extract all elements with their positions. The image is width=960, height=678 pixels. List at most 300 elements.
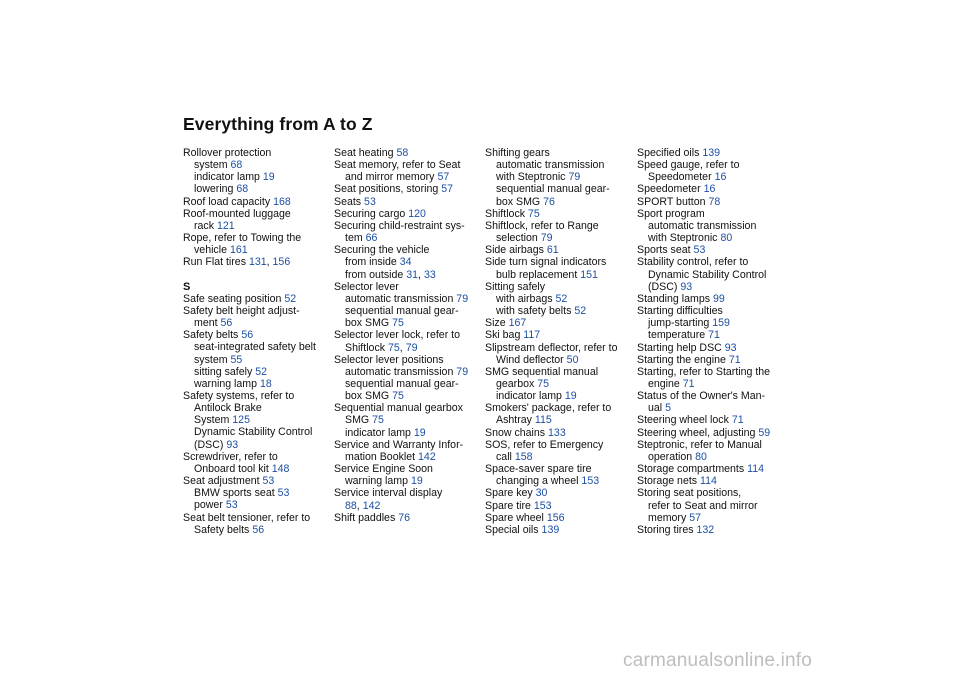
page-reference-link[interactable]: 50 <box>566 353 579 366</box>
index-entry-text: Steering wheel, adjusting <box>637 426 756 439</box>
index-entry <box>485 524 633 536</box>
page-reference-link[interactable]: 151 <box>580 268 598 281</box>
index-entry <box>183 512 331 524</box>
index-subentry <box>334 451 482 463</box>
index-subentry <box>183 171 331 183</box>
index-entry <box>637 390 785 402</box>
index-entry-text: temperature <box>648 329 706 342</box>
index-entry <box>485 208 633 220</box>
index-entry <box>183 475 331 487</box>
index-entry <box>334 244 482 256</box>
index-subentry <box>637 329 785 341</box>
index-subentry <box>485 451 633 463</box>
index-subentry <box>183 524 331 536</box>
index-entry <box>334 402 482 414</box>
index-entry-text: Starting the engine <box>637 353 726 366</box>
index-entry <box>637 244 785 256</box>
index-entry-text: with Steptronic <box>496 171 566 184</box>
index-entry-text: call <box>496 450 512 463</box>
index-column-4 <box>637 147 785 536</box>
page-reference-link[interactable]: 52 <box>574 305 587 318</box>
page-reference-link[interactable]: 75 <box>388 341 400 354</box>
index-entry <box>637 427 785 439</box>
index-entry-text: Seat positions, storing <box>334 183 439 196</box>
index-entry-text: tem <box>345 232 363 245</box>
page-reference-link[interactable]: 68 <box>230 159 243 172</box>
page-reference-link[interactable]: 68 <box>236 183 249 196</box>
index-entry <box>334 183 482 195</box>
page-reference-link[interactable]: 55 <box>230 353 243 366</box>
page-reference-link[interactable]: 80 <box>720 232 733 245</box>
index-entry <box>637 463 785 475</box>
index-entry-text: Smokers' package, refer to <box>485 402 612 415</box>
index-entry-text: Shift paddles <box>334 511 396 524</box>
index-entry-text: Size <box>485 317 506 330</box>
index-entry-text: Steering wheel lock <box>637 414 729 427</box>
index-entry-text: memory <box>648 511 687 524</box>
page-reference-link[interactable]: 93 <box>724 341 737 354</box>
index-entry-text: (DSC) <box>194 438 224 451</box>
page-reference-link[interactable]: 19 <box>413 426 426 439</box>
index-entry-text: box SMG <box>345 390 390 403</box>
index-entry-text: Securing the vehicle <box>334 244 430 257</box>
index-entry <box>334 439 482 451</box>
index-entry-text: Spare wheel <box>485 511 544 524</box>
index-subentry <box>637 402 785 414</box>
index-entry <box>183 451 331 463</box>
page-reference-link[interactable]: 71 <box>708 329 720 342</box>
index-entry-text: Roof load capacity <box>183 195 271 208</box>
index-entry-text: Storing seat positions, <box>637 487 742 500</box>
index-entry-text: automatic transmission <box>648 219 757 232</box>
page-reference-link[interactable]: 139 <box>702 147 721 159</box>
index-entry <box>183 390 331 402</box>
page-reference-link[interactable]: 88 <box>345 499 357 512</box>
index-subentry <box>637 451 785 463</box>
index-entry <box>637 196 785 208</box>
page-reference-link[interactable]: 93 <box>680 280 693 293</box>
index-entry-text: Storage compartments <box>637 463 745 476</box>
page-reference-link[interactable]: 53 <box>262 475 275 488</box>
index-entry-text: Selector lever lock, refer to <box>334 329 460 342</box>
index-subentry <box>485 196 633 208</box>
page-reference-link[interactable]: 52 <box>255 365 268 378</box>
index-entry-text: SMG sequential manual <box>485 365 599 378</box>
page-reference-link[interactable]: 79 <box>568 171 581 184</box>
index-entry-text: Seat memory, refer to Seat <box>334 159 461 172</box>
index-entry-text: system <box>194 159 228 172</box>
index-entry-text: Snow chains <box>485 426 546 439</box>
index-subentry: 88, 142 <box>345 499 381 512</box>
index-entry-text: box SMG <box>345 317 390 330</box>
index-entry-text: Selector lever <box>334 280 399 293</box>
index-entry <box>485 427 633 439</box>
index-entry <box>637 366 785 378</box>
index-entry-text: rack <box>194 219 215 232</box>
index-entry: Run Flat tires 131, 156 <box>183 256 291 269</box>
index-entry-text: power <box>194 499 223 512</box>
index-entry <box>637 293 785 305</box>
index-entry-text: Storage nets <box>637 475 698 488</box>
index-entry-text: Safe seating position <box>183 292 282 305</box>
page-reference-link[interactable]: 61 <box>546 244 559 257</box>
index-subentry: from outside 31, 33 <box>345 268 436 281</box>
page-reference-link[interactable]: 56 <box>252 523 265 536</box>
index-entry-text: Space-saver spare tire <box>485 463 592 476</box>
page-reference-link[interactable]: 52 <box>284 292 297 305</box>
page-reference-link[interactable]: 53 <box>277 487 290 500</box>
index-subentry <box>334 378 482 390</box>
index-entry-text: Spare key <box>485 487 533 500</box>
index-entry-text: box SMG <box>496 195 541 208</box>
index-entry-text: sequential manual gear- <box>345 305 459 318</box>
index-entry-text: Side turn signal indicators <box>485 256 607 269</box>
page-reference-link[interactable]: 167 <box>508 317 527 330</box>
page-reference-link[interactable]: 59 <box>758 426 771 439</box>
index-subentry <box>485 414 633 426</box>
page-reference-link[interactable]: 125 <box>232 414 250 427</box>
index-entry-text: sequential manual gear- <box>496 183 610 196</box>
page-reference-link[interactable]: 5 <box>665 402 671 415</box>
index-subentry <box>183 354 331 366</box>
index-entry-text: sitting safely <box>194 365 253 378</box>
index-entry-text: ment <box>194 317 218 330</box>
index-subentry <box>334 427 482 439</box>
page-reference-link[interactable]: 161 <box>229 244 248 257</box>
page-reference-link[interactable]: 30 <box>535 487 548 500</box>
index-subentry <box>183 426 331 438</box>
index-entry <box>637 159 785 171</box>
index-subentry <box>334 414 482 426</box>
index-entry <box>637 354 785 366</box>
page-reference-link[interactable]: 75 <box>528 207 540 220</box>
index-subentry <box>183 378 331 390</box>
index-entry <box>183 329 331 341</box>
watermark-footer: carmanualsonline.info <box>623 650 813 671</box>
page-reference-link[interactable]: 132 <box>696 523 715 536</box>
page-reference-link[interactable]: 56 <box>241 329 254 342</box>
index-entry-text: Sitting safely <box>485 280 546 293</box>
page-reference-link[interactable]: 56 <box>220 317 233 330</box>
index-entry <box>485 366 633 378</box>
index-entry-text: Slipstream deflector, refer to <box>485 341 618 354</box>
index-entry <box>183 305 331 317</box>
page-reference-link[interactable]: 57 <box>437 171 450 184</box>
index-entry-text: Antilock Brake <box>194 402 262 415</box>
page-reference-link[interactable]: 57 <box>689 511 702 524</box>
index-entry-text: automatic transmission <box>345 365 454 378</box>
index-subentry <box>183 244 331 256</box>
index-entry-text: selection <box>496 232 538 245</box>
index-entry-text: Wind deflector <box>496 353 564 366</box>
index-entry-text: SOS, refer to Emergency <box>485 438 604 451</box>
index-subentry <box>485 159 633 171</box>
index-subentry <box>485 475 633 487</box>
index-entry-text: Speedometer <box>648 171 712 184</box>
index-entry <box>485 342 633 354</box>
index-subentry <box>485 390 633 402</box>
index-entry-text: bulb replacement <box>496 268 578 281</box>
index-entry <box>183 208 331 220</box>
index-entry <box>334 220 482 232</box>
page-reference-link[interactable]: 33 <box>423 268 436 281</box>
index-entry-text: Starting, refer to Starting the <box>637 365 771 378</box>
index-entry-text: Safety belts <box>194 523 250 536</box>
page-reference-link[interactable]: 76 <box>543 195 555 208</box>
page-reference-link[interactable]: 133 <box>548 426 566 439</box>
index-entry-text: Service and Warranty Infor- <box>334 438 464 451</box>
index-subentry <box>183 463 331 475</box>
index-entry-text: Safety belts <box>183 329 239 342</box>
index-entry-text: Standing lamps <box>637 292 711 305</box>
page-reference-link[interactable]: 120 <box>408 207 426 220</box>
page-reference-link[interactable]: 19 <box>262 171 275 184</box>
page-reference-link[interactable]: 158 <box>514 450 533 463</box>
index-entry <box>334 329 482 341</box>
index-entry <box>637 475 785 487</box>
index-column-3 <box>485 147 633 536</box>
page-reference-link[interactable]: 117 <box>523 329 541 342</box>
index-subentry <box>334 171 482 183</box>
index-entry-text: Side airbags <box>485 244 544 257</box>
index-subentry <box>334 317 482 329</box>
index-subentry <box>183 402 331 414</box>
index-entry-text: Shifting gears <box>485 147 550 159</box>
page-reference-link[interactable]: 53 <box>364 195 376 208</box>
index-column-1 <box>183 147 331 536</box>
index-entry <box>334 487 482 499</box>
index-entry <box>637 487 785 499</box>
index-subentry <box>334 293 482 305</box>
index-subentry <box>183 220 331 232</box>
index-entry-text: from outside <box>345 268 404 281</box>
page-reference-link[interactable]: 19 <box>410 475 423 488</box>
index-entry <box>334 281 482 293</box>
index-entry-text: Ashtray <box>496 414 532 427</box>
index-entry-text: Safety systems, refer to <box>183 389 295 402</box>
index-subentry <box>334 232 482 244</box>
index-subentry <box>485 293 633 305</box>
page-reference-link[interactable]: 93 <box>226 438 239 451</box>
index-entry-text: Speed gauge, refer to <box>637 159 740 172</box>
page-reference-link[interactable]: 75 <box>537 377 550 390</box>
page-reference-link[interactable]: 71 <box>731 414 744 427</box>
index-entry-text: Rope, refer to Towing the <box>183 232 302 245</box>
page-reference-link[interactable]: 79 <box>456 292 469 305</box>
page-reference-link[interactable]: 153 <box>533 499 552 512</box>
page-reference-link[interactable]: 75 <box>372 414 384 427</box>
page-reference-link[interactable]: 71 <box>682 377 695 390</box>
index-entry-text: Safety belt height adjust- <box>183 304 300 317</box>
index-entry-text: Spare tire <box>485 499 531 512</box>
index-entry-text: Status of the Owner's Man- <box>637 390 766 403</box>
index-entry-text: automatic transmission <box>345 292 454 305</box>
index-entry-text: indicator lamp <box>194 171 260 184</box>
index-entry <box>485 402 633 414</box>
page-reference-link[interactable]: 19 <box>564 390 577 403</box>
index-entry-text: and mirror memory <box>345 171 435 184</box>
index-entry <box>334 196 482 208</box>
page-reference-link[interactable]: 142 <box>362 499 381 512</box>
page-reference-link[interactable]: 16 <box>703 183 716 196</box>
page-reference-link[interactable]: 58 <box>396 147 409 159</box>
index-entry-text: Seats <box>334 195 362 208</box>
index-entry-text: jump-starting <box>648 317 710 330</box>
index-entry-text: Selector lever positions <box>334 353 444 366</box>
index-entry-text: Service Engine Soon <box>334 463 433 476</box>
index-entry <box>485 281 633 293</box>
index-subentry <box>485 378 633 390</box>
page-reference-link[interactable]: 79 <box>456 365 469 378</box>
index-subentry <box>637 281 785 293</box>
page-reference-link[interactable]: 80 <box>695 450 707 463</box>
index-entry <box>183 196 331 208</box>
index-subentry <box>183 366 331 378</box>
page-reference-link[interactable]: 115 <box>534 414 552 427</box>
page-reference-link[interactable]: 53 <box>225 499 238 512</box>
page-reference-link[interactable]: 168 <box>273 195 291 208</box>
page-reference-link[interactable]: 71 <box>728 353 741 366</box>
index-entry-text: gearbox <box>496 377 535 390</box>
index-entry <box>485 439 633 451</box>
index-entry-text: Special oils <box>485 523 539 536</box>
index-entry <box>637 305 785 317</box>
index-subentry <box>334 366 482 378</box>
page-reference-link[interactable]: 114 <box>700 475 717 488</box>
index-entry-text: changing a wheel <box>496 475 579 488</box>
page-reference-link[interactable]: 18 <box>259 377 272 390</box>
index-entry-text: Securing child-restraint sys- <box>334 219 465 232</box>
index-subentry <box>637 171 785 183</box>
index-subentry <box>183 487 331 499</box>
index-entry-text: SPORT button <box>637 195 706 208</box>
index-entry <box>637 183 785 195</box>
index-entry-text: indicator lamp <box>345 426 411 439</box>
page-reference-link[interactable]: 31 <box>406 268 419 281</box>
index-entry-text: Rollover protection <box>183 147 272 159</box>
index-entry-text: Ski bag <box>485 329 521 342</box>
index-entry-text: warning lamp <box>194 377 258 390</box>
index-subentry <box>637 269 785 281</box>
index-subentry <box>183 414 331 426</box>
page-reference-link[interactable]: 159 <box>712 317 730 330</box>
page-reference-link[interactable]: 99 <box>712 292 725 305</box>
index-subentry <box>637 512 785 524</box>
index-entry <box>183 293 331 305</box>
index-subentry <box>334 475 482 487</box>
index-entry-text: Shiftlock <box>485 207 526 220</box>
index-entry-text: Seat heating <box>334 147 394 159</box>
page-reference-link[interactable]: 153 <box>581 475 600 488</box>
page-reference-link[interactable]: 79 <box>540 232 553 245</box>
index-entry-text: with safety belts <box>496 305 572 318</box>
index-subentry <box>637 500 785 512</box>
index-entry-text: Screwdriver, refer to <box>183 450 278 463</box>
page-reference-link[interactable]: 131 <box>248 256 267 269</box>
page-reference-link[interactable]: 16 <box>714 171 727 184</box>
index-entry-text: Onboard tool kit <box>194 462 269 475</box>
index-entry <box>334 463 482 475</box>
index-entry-text: Shiftlock, refer to Range <box>485 219 599 232</box>
index-subentry <box>183 317 331 329</box>
page-reference-link[interactable]: 75 <box>392 317 404 330</box>
page-reference-link[interactable]: 148 <box>271 462 290 475</box>
index-subentry <box>334 305 482 317</box>
index-subentry <box>334 390 482 402</box>
index-entry <box>485 500 633 512</box>
index-entry-text: Dynamic Stability Control <box>648 268 767 281</box>
page-reference-link[interactable]: 76 <box>398 511 411 524</box>
index-entry <box>334 354 482 366</box>
page-reference-link[interactable]: 156 <box>546 511 565 524</box>
page-reference-link[interactable]: 139 <box>541 523 560 536</box>
index-entry <box>485 487 633 499</box>
index-entry-text: Storing tires <box>637 523 694 536</box>
index-entry-text: Starting difficulties <box>637 305 723 318</box>
page-reference-link[interactable]: 142 <box>418 450 436 463</box>
index-column-2 <box>334 147 482 524</box>
index-subentry <box>485 269 633 281</box>
index-entry-text: Sequential manual gearbox <box>334 402 463 415</box>
page-reference-link[interactable]: 156 <box>272 256 291 269</box>
index-subentry <box>485 183 633 195</box>
page-reference-link[interactable]: 53 <box>693 244 706 257</box>
page-reference-link[interactable]: 66 <box>365 232 378 245</box>
index-entry <box>183 147 331 159</box>
index-entry-text: SMG <box>345 414 370 427</box>
index-entry <box>637 256 785 268</box>
index-entry-text: Dynamic Stability Control <box>194 426 313 439</box>
index-entry-text: Securing cargo <box>334 207 406 220</box>
page-reference-link[interactable]: 78 <box>708 195 721 208</box>
index-subentry <box>485 354 633 366</box>
index-entry-text: ual <box>648 402 663 415</box>
index-subentry <box>183 159 331 171</box>
index-entry <box>485 329 633 341</box>
index-entry-text: Sport program <box>637 207 705 220</box>
index-entry <box>334 208 482 220</box>
page-reference-link[interactable]: 79 <box>405 341 418 354</box>
page-reference-link[interactable]: 57 <box>441 183 453 196</box>
index-subentry <box>183 341 331 353</box>
index-entry <box>637 524 785 536</box>
index-letter-heading: S <box>183 280 191 293</box>
index-subentry <box>485 305 633 317</box>
page-reference-link[interactable]: 121 <box>216 219 235 232</box>
index-entry-text: Roof-mounted luggage <box>183 207 291 220</box>
index-entry-text: Service interval display <box>334 487 443 500</box>
page-reference-link[interactable]: 52 <box>555 292 568 305</box>
index-entry-text: sequential manual gear- <box>345 377 459 390</box>
index-entry-text: mation Booklet <box>345 450 416 463</box>
index-entry-text: from inside <box>345 256 397 269</box>
page-reference-link[interactable]: 34 <box>399 256 412 269</box>
index-entry <box>334 159 482 171</box>
index-entry-text: engine <box>648 377 680 390</box>
index-subentry <box>485 232 633 244</box>
index-entry <box>485 512 633 524</box>
index-entry <box>637 208 785 220</box>
page-reference-link[interactable]: 75 <box>392 390 404 403</box>
index-entry-text: Seat belt tensioner, refer to <box>183 511 311 524</box>
index-entry <box>183 232 331 244</box>
index-entry-text: Specified oils <box>637 147 700 159</box>
page-reference-link[interactable]: 114 <box>747 463 765 476</box>
index-entry <box>334 147 482 159</box>
index-subentry: Shiftlock 75, 79 <box>345 341 418 354</box>
index-entry <box>485 220 633 232</box>
index-subentry <box>637 232 785 244</box>
